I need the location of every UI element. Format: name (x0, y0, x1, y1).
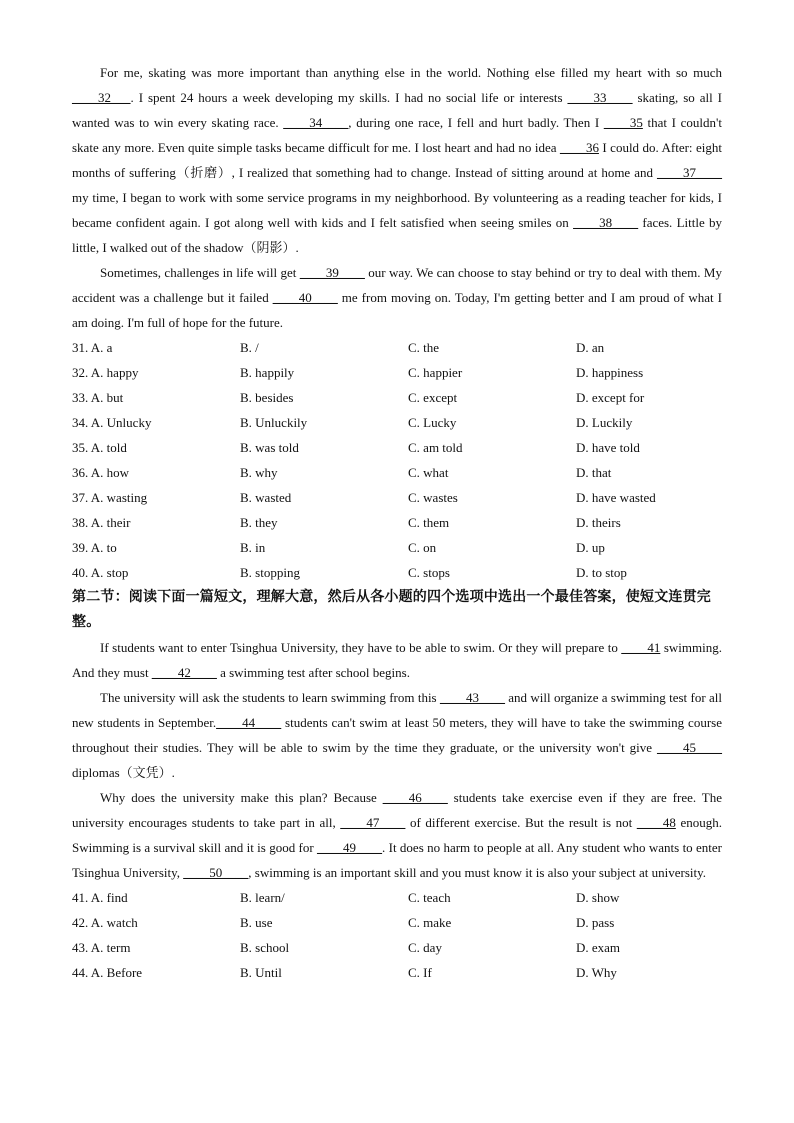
option-b[interactable]: B. why (240, 465, 278, 480)
passage-text: , during one race, I fell and hurt badly. Then I (348, 115, 604, 130)
passage-text: The university will ask the students to learn swimming from this (100, 690, 440, 705)
passage-text: enough. Swimming is a survival skill and it is good for (72, 815, 722, 855)
passage-text: of different exercise. But the result is not (405, 815, 637, 830)
passage-text: and will organize a swimming test for all new students in September. (72, 690, 722, 730)
option-c[interactable]: C. If (408, 965, 432, 980)
option-d[interactable]: D. show (576, 890, 620, 905)
option-a[interactable]: 31. A. a (72, 340, 113, 355)
option-b[interactable]: B. Until (240, 965, 282, 980)
answer-blank[interactable]: ____35 (603, 115, 643, 130)
option-c[interactable]: C. except (408, 390, 458, 405)
option-b[interactable]: B. use (240, 915, 273, 930)
option-c[interactable]: C. day (408, 940, 442, 955)
option-d[interactable]: D. that (576, 465, 612, 480)
passage-text: I could do. After: eight months of suffering（折磨）, I realized that something had to change. Instead of sitting around at home and (72, 140, 722, 180)
option-c[interactable]: C. stops (408, 565, 450, 580)
answer-blank[interactable]: ____41 (621, 640, 661, 655)
question-options-row (72, 360, 722, 385)
passage-text: . It does no harm to people at all. Any student who wants to enter Tsinghua University, (72, 840, 723, 880)
option-b[interactable]: B. school (240, 940, 290, 955)
option-c[interactable]: C. what (408, 465, 449, 480)
option-d[interactable]: D. theirs (576, 515, 621, 530)
option-a[interactable]: 42. A. watch (72, 915, 138, 930)
option-c[interactable]: C. the (408, 340, 440, 355)
passage-text: our way. We can choose to stay behind or try to deal with them. My accident was a challenge but it failed (72, 265, 722, 305)
options-list-31-40 (72, 335, 722, 585)
option-c[interactable]: C. am told (408, 440, 463, 455)
option-d[interactable]: D. to stop (576, 565, 627, 580)
option-d[interactable]: D. pass (576, 915, 615, 930)
option-c[interactable]: C. make (408, 915, 452, 930)
option-d[interactable]: D. exam (576, 940, 621, 955)
option-c[interactable]: C. wastes (408, 490, 458, 505)
option-a[interactable]: 43. A. term (72, 940, 131, 955)
option-c[interactable]: C. teach (408, 890, 451, 905)
option-a[interactable]: 35. A. told (72, 440, 127, 455)
answer-blank[interactable]: ____37____ (657, 165, 722, 180)
passage-text: that I couldn't skate any more. Even quite simple tasks became difficult for me. I lost heart and had no idea (72, 115, 722, 155)
passage-text: diplomas（文凭）. (72, 765, 175, 780)
answer-blank[interactable]: ____33____ (567, 90, 633, 105)
answer-blank[interactable]: ____38____ (573, 215, 639, 230)
option-d[interactable]: D. have wasted (576, 490, 656, 505)
answer-blank[interactable]: ____46____ (382, 790, 448, 805)
question-options-row (72, 560, 722, 585)
question-options-row (72, 935, 722, 960)
option-b[interactable]: B. in (240, 540, 266, 555)
option-a[interactable]: 41. A. find (72, 890, 128, 905)
option-d[interactable]: D. happiness (576, 365, 644, 380)
question-options-row (72, 535, 722, 560)
answer-blank[interactable]: ____50____ (183, 865, 249, 880)
answer-blank[interactable]: ____32___ (72, 90, 131, 105)
passage-text: a swimming test after school begins. (216, 665, 410, 680)
passage-text: swimming. And they must (72, 640, 722, 680)
answer-blank[interactable]: ____45____ (657, 740, 722, 755)
passage-text: . I spent 24 hours a week developing my skills. I had no social life or interests (130, 90, 568, 105)
option-d[interactable]: D. have told (576, 440, 640, 455)
passage-text: my time, I began to work with some service programs in my neighborhood. By volunteering as a reading teacher for kids, I became confident again. I got along well with kids and I felt satisfied when seeing smiles on (72, 190, 722, 230)
option-a[interactable]: 44. A. Before (72, 965, 143, 980)
section-2-title: 第二节：阅读下面一篇短文，理解大意，然后从各小题的四个选项中选出一个最佳答案，使短文连贯完整。 (72, 589, 711, 630)
option-a[interactable]: 39. A. to (72, 540, 117, 555)
option-a[interactable]: 34. A. Unlucky (72, 415, 152, 430)
option-b[interactable]: B. wasted (240, 490, 292, 505)
passage1-paragraph-1 (72, 60, 722, 260)
answer-blank[interactable]: ____44____ (216, 715, 282, 730)
option-a[interactable]: 32. A. happy (72, 365, 139, 380)
answer-blank[interactable]: ____48 (636, 815, 676, 830)
answer-blank[interactable]: ____39____ (299, 265, 365, 280)
option-a[interactable]: 36. A. how (72, 465, 130, 480)
question-options-row (72, 410, 722, 435)
option-b[interactable]: B. besides (240, 390, 294, 405)
answer-blank[interactable]: ____43____ (439, 690, 505, 705)
answer-blank[interactable]: ____42____ (151, 665, 217, 680)
option-d[interactable]: D. Why (576, 965, 617, 980)
answer-blank[interactable]: ____47____ (340, 815, 406, 830)
option-b[interactable]: B. was told (240, 440, 299, 455)
option-d[interactable]: D. except for (576, 390, 645, 405)
passage2-paragraph-1 (72, 635, 722, 685)
passage-text: , swimming is an important skill and you must know it is also your subject at university. (248, 865, 707, 880)
exam-page (72, 60, 722, 985)
answer-blank[interactable]: ____36 (559, 140, 599, 155)
option-a[interactable]: 33. A. but (72, 390, 124, 405)
passage-text: skating, so all I wanted was to win every skating race. (72, 90, 722, 130)
passage2-paragraph-2 (72, 685, 722, 785)
passage-text: If students want to enter Tsinghua University, they have to be able to swim. Or they will prepare to (100, 640, 622, 655)
option-b[interactable]: B. they (240, 515, 278, 530)
question-options-row (72, 385, 722, 410)
answer-blank[interactable]: ____49____ (317, 840, 383, 855)
passage2-paragraph-3 (72, 785, 722, 885)
option-a[interactable]: 38. A. their (72, 515, 131, 530)
passage-text: students take exercise even if they are free. The university encourages students to take part in all, (72, 790, 723, 830)
question-options-row (72, 485, 722, 510)
options-list-41-44 (72, 885, 722, 985)
question-options-row (72, 460, 722, 485)
answer-blank[interactable]: ____40____ (272, 290, 338, 305)
option-a[interactable]: 40. A. stop (72, 565, 129, 580)
option-c[interactable]: C. them (408, 515, 450, 530)
passage-text: faces. Little by little, I walked out of the shadow（阴影）. (72, 215, 723, 255)
question-options-row (72, 885, 722, 910)
passage1-paragraph-2 (72, 260, 722, 335)
question-options-row (72, 335, 722, 360)
passage-text: students can't swim at least 50 meters, they will have to take the swimming course throughout their studies. They will be able to swim by the time they graduate, or the university won't give (72, 715, 722, 755)
question-options-row (72, 435, 722, 460)
option-b[interactable]: B. learn/ (240, 890, 285, 905)
option-d[interactable]: D. an (576, 340, 605, 355)
option-c[interactable]: C. on (408, 540, 437, 555)
question-options-row (72, 910, 722, 935)
option-b[interactable]: B. / (240, 340, 259, 355)
question-options-row (72, 960, 722, 985)
option-c[interactable]: C. Lucky (408, 415, 457, 430)
option-b[interactable]: B. happily (240, 365, 295, 380)
option-d[interactable]: D. Luckily (576, 415, 633, 430)
question-options-row (72, 510, 722, 535)
answer-blank[interactable]: ____34____ (283, 115, 349, 130)
passage-text: me from moving on. Today, I'm getting better and I am proud of what I am doing. I'm full of hope for the future. (72, 290, 722, 330)
option-b[interactable]: B. stopping (240, 565, 300, 580)
option-a[interactable]: 37. A. wasting (72, 490, 148, 505)
option-c[interactable]: C. happier (408, 365, 463, 380)
passage-text: Sometimes, challenges in life will get (100, 265, 300, 280)
option-b[interactable]: B. Unluckily (240, 415, 308, 430)
passage-text: For me, skating was more important than anything else in the world. Nothing else filled my heart with so much (100, 65, 722, 80)
option-d[interactable]: D. up (576, 540, 605, 555)
passage-text: Why does the university make this plan? Because (100, 790, 383, 805)
